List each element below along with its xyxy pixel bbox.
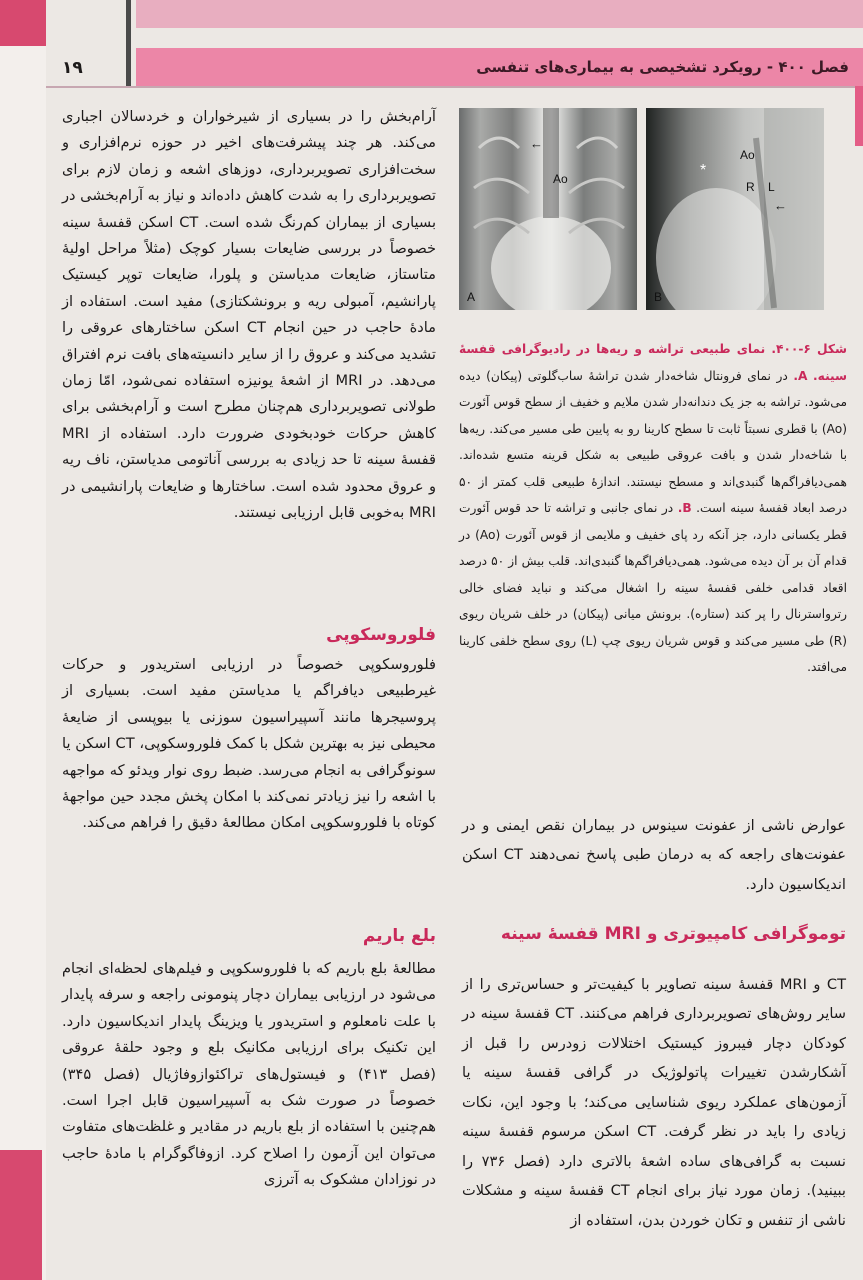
header-rule xyxy=(46,86,863,88)
header-divider xyxy=(126,0,131,86)
top-side-tab xyxy=(0,0,46,46)
barium-heading: بلع باریم xyxy=(362,926,436,946)
continuation-text: عوارض ناشی از عفونت سینوس در بیماران نقص ایمنی و در عفونت‌های راجعه که به درمان طبی پاسخ نمی‌دهند CT اسکن اندیکاسیون دارد. xyxy=(462,816,846,893)
lateral-xray-shapes xyxy=(646,108,824,310)
figure-caption xyxy=(459,336,847,681)
intro-paragraph: آرام‌بخش را در بسیاری از شیرخواران و خردسالان اجباری می‌کند. هر چند پیشرفت‌های اخیر در حوزه نرم‌افزاری و سخت‌افزاری تصویربرداری، دوزهای اشعه و زمان لازم برای تصویربرداری را به شدت کاهش داده‌اند و نیاز به آرام‌بخشی در بسیاری از بیماران کم‌رنگ شده است. CT اسکن قفسهٔ سینه خصوصاً در بررسی ضایعات بسیار کوچک (مثلاً مراحل اولیهٔ متاستاز، ضایعات مدیاستن و پلورا، ضایعات توپر کیستیک پارانشیم، آمبولی ریه و برونشکتازی) مفید است. استفاده از مادهٔ حاجب در حین انجام CT اسکن ساختارهای عروقی را تشدید می‌کند و عروق را از سایر دانسیته‌های بافت نرم افتراق می‌دهد. در MRI از اشعهٔ یونیزه استفاده نمی‌شود، امّا زمان طولانی تصویربرداری هم‌چنان مطرح است و آرام‌بخشی برای کاهش حرکات خودبخودی ضرورت دارد. استفاده از MRI قفسهٔ سینه تا حد زیادی به بررسی آناتومی مدیاستن، ناف ریه و عروق محدود شده است. ساختارها و ضایعات پارانشیمی در MRI به‌خوبی قابل ارزیابی نیستند. xyxy=(62,108,437,522)
chapter-title: فصل ۴۰۰ - رویکرد تشخیصی به بیماری‌های تنفسی xyxy=(476,58,849,76)
star-icon: * xyxy=(700,162,707,179)
caption-title: شکل ۶-۴۰۰. نمای طبیعی تراشه و ریه‌ها در رادیوگرافی قفسهٔ سینه. xyxy=(459,342,848,383)
arrow-icon: ← xyxy=(530,136,543,151)
left-margin xyxy=(0,0,46,1280)
caption-text-b: در نمای جانبی و تراشه تا حد قوس آئورت قطر یکسانی دارد، جز آنکه رد پای خفیف و ملایمی از قوس آئورت (Ao) در قدام آن بر آن دیده می‌شود. همی‌دیافراگم‌ها گنبدی‌اند. قلب بیش از ۵۰ درصد اقعاد قدامی خلفی قفسهٔ سینه را اشغال می‌کند و نباید فضای خالی رترواسترنال را پر کند (ستاره). برونش میانی (پیکان) در خلف شریان ریوی (R) طی مسیر می‌کند و قوس شریان ریوی چپ (L) روی سطح خلفی کارینا می‌افتد. xyxy=(459,501,847,674)
ct-mri-text: CT و MRI قفسهٔ سینه تصاویر با کیفیت‌تر و حساس‌تری را از سایر روش‌های تصویربرداری فراهم می‌کنند. CT قفسهٔ سینه در کودکان دچار فیبروز کیستیک اختلالات زودرس را قبل از آشکارشدن تغییرات پاتولوژیک در گرافی قفسهٔ سینه یا آزمون‌های عملکرد ریوی شناسایی می‌کند؛ با وجود این، نکات زیادی را باید در نظر گرفت. CT اسکن مرسوم قفسهٔ سینه نسبت به گرافی‌های ساده اشعهٔ بالاتری دارد (فصل ۷۳۶ را ببینید). زمان مورد نیاز برای انجام CT قفسهٔ سینه و مشکلات ناشی از تنفس و تکان خوردن بدن، استفاده از xyxy=(462,975,846,1229)
panel-b-letter: B xyxy=(654,290,663,304)
bottom-side-tab xyxy=(0,1150,42,1280)
ct-mri-paragraph xyxy=(462,955,846,1250)
ct-mri-heading: توموگرافی کامپیوتری و MRI قفسهٔ سینه xyxy=(500,924,846,944)
fluoroscopy-heading: فلوروسکوپی xyxy=(326,625,436,645)
caption-label-b: B. xyxy=(677,501,692,515)
label-ao-lateral: Ao xyxy=(740,148,755,162)
fluoroscopy-text: فلوروسکوپی خصوصاً در ارزیابی استریدور و حرکات غیرطبیعی دیافراگم یا مدیاستن مفید است. بسیاری از پروسیجرها مانند آسپیراسیون سوزنی یا بیوپسی از ضایعهٔ محیطی نیز به بهترین شکل با کمک فلوروسکوپی، CT اسکن یا سونوگرافی به انجام می‌رسد. ضبط روی نوار ویدئو که مواجهه با اشعه را نیز زیادتر نمی‌کند با امکان پخش مجدد حین مواجههٔ کوتاه با فلوروسکوپی امکان مطالعهٔ دقیق را فراهم می‌کند. xyxy=(62,656,436,832)
right-edge-tab xyxy=(855,86,863,146)
label-r: R xyxy=(746,180,755,194)
caption-label-a: A. xyxy=(793,368,808,383)
header-top-strip xyxy=(136,0,863,28)
barium-text: مطالعهٔ بلع باریم که با فلوروسکوپی و فیلم‌های لحظه‌ای انجام می‌شود در ارزیابی بیماران دچار پنومونی راجعه و سرفه پایدار با علت نامعلوم و استریدور یا ویزینگ پایدار اندیکاسیون دارد. این تکنیک برای ارزیابی مکانیک بلع و وجود حلقهٔ عروقی (فصل ۴۱۳) و فیستول‌های تراکئوازوفاژیال (فصل ۳۴۵) خصوصاً در صورت شک به آسپیراسیون قابل اجرا است. هم‌چنین با استفاده از بلع باریم در مقادیر و غلظت‌های متفاوت می‌توان این آزمون را اصلاح کرد. ازوفاگوگرام با مادهٔ حاجب در نوزادان مشکوک به آترزی xyxy=(62,960,436,1189)
barium-paragraph xyxy=(62,956,436,1194)
fluoroscopy-paragraph xyxy=(62,652,436,837)
label-ao-frontal: Ao xyxy=(553,172,568,186)
right-continuation xyxy=(462,796,846,914)
frontal-xray-shapes xyxy=(459,108,637,310)
arrow-icon: ← xyxy=(774,198,787,213)
caption-text-a: در نمای فرونتال شاخه‌دار شدن تراشهٔ ساب‌گلوتی (پیکان) دیده می‌شود. تراشه به جز یک دندانه‌دار شدن ملایم و خفیف از سطح قوس آئورت (Ao) با قطری نسبتاً ثابت تا سطح کارینا رو به پایین طی مسیر می‌کند. ریه‌ها با شاخه‌دار شدن و بافت عروقی طبیعی به شکل قرینه متسع شده‌اند. همی‌دیافراگم‌ها گنبدی‌اند و مسطح نیستند. اندازهٔ طبیعی قلب کمتر از ۵۰ درصد ابعاد قفسهٔ سینه است. xyxy=(459,368,848,515)
xray-lateral-image xyxy=(646,108,824,310)
page-number: ۱۹ xyxy=(62,58,83,78)
panel-a-letter: A xyxy=(467,290,476,304)
left-column xyxy=(62,104,436,590)
xray-frontal-image xyxy=(459,108,637,310)
label-l: L xyxy=(768,180,775,194)
